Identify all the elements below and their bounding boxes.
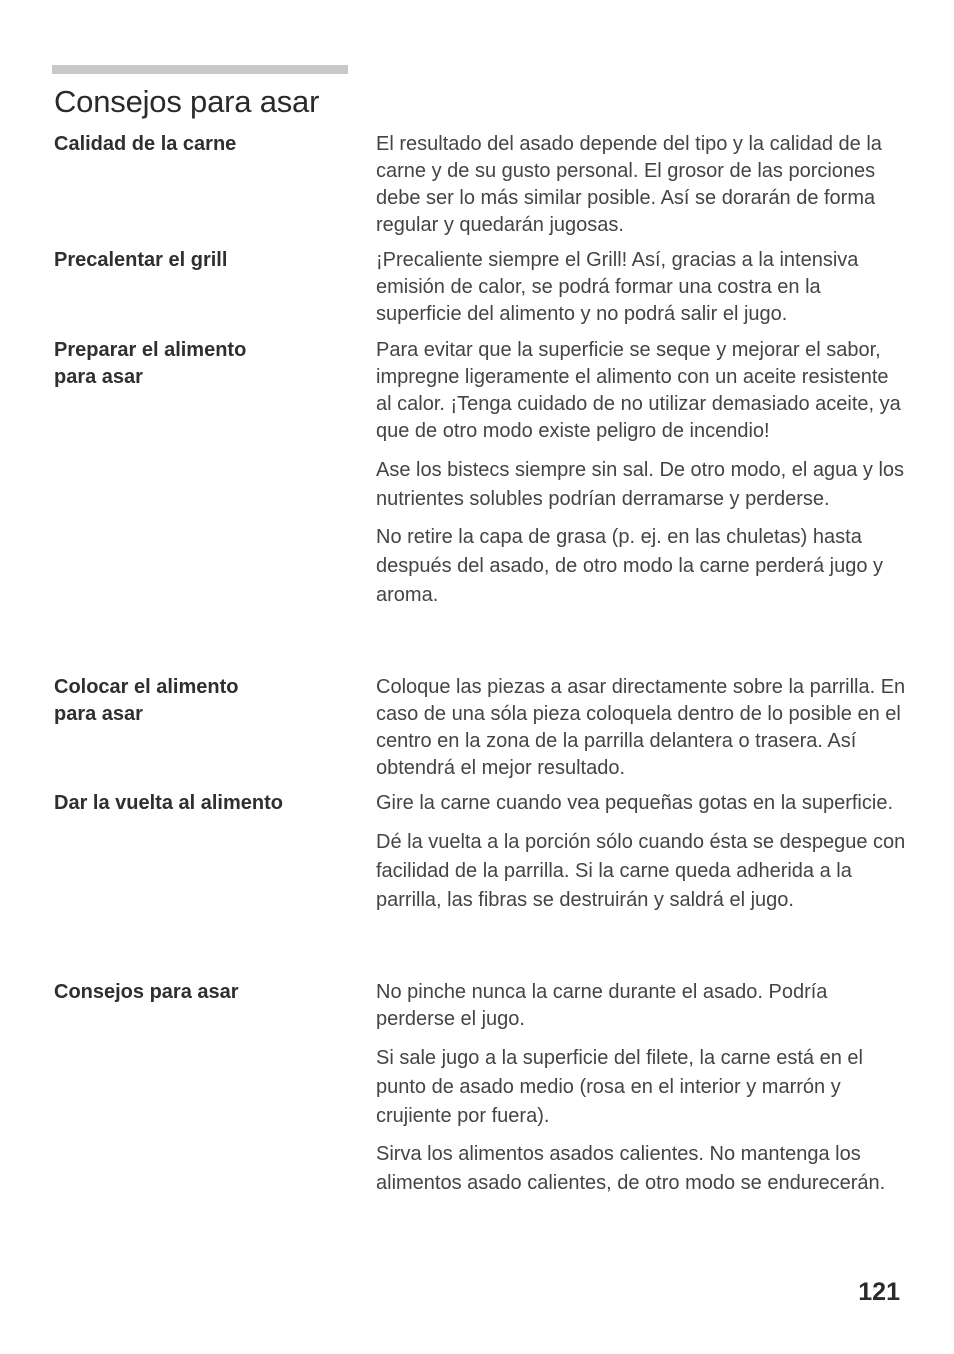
page-title: Consejos para asar [54, 84, 320, 119]
paragraph: Gire la carne cuando vea pequeñas gotas en la superficie. [376, 792, 894, 814]
section-label: Calidad de la carne [54, 133, 237, 155]
paragraph: Ase los bistecs siempre sin sal. De otro modo, el agua y los nutrientes solubles podrían derramarse y perderse. [376, 459, 905, 510]
paragraph: Si sale jugo a la superficie del filete, la carne está en el punto de asado medio (rosa en el interior y marrón y crujiente por fuera). [376, 1047, 863, 1127]
section-body [376, 337, 906, 610]
paragraph: No pinche nunca la carne durante el asado. Podría perderse el jugo. [376, 981, 828, 1030]
paragraph: El resultado del asado depende del tipo y la calidad de la carne y de su gusto personal. El grosor de las porciones debe ser lo más similar posible. Así se dorarán de forma regular y quedarán jugosas. [376, 133, 882, 236]
section-body [376, 790, 906, 915]
section-label: Precalentar el grill [54, 249, 228, 271]
page-number: 121 [858, 1278, 900, 1306]
paragraph: No retire la capa de grasa (p. ej. en las chuletas) hasta después del asado, de otro modo la carne perderá jugo y aroma. [376, 526, 884, 606]
section-body [376, 131, 906, 239]
section-body [376, 247, 906, 328]
section-label: Dar la vuelta al alimento [54, 792, 283, 814]
paragraph: ¡Precaliente siempre el Grill! Así, gracias a la intensiva emisión de calor, se podrá formar una costra en la superficie del alimento y no podrá salir el jugo. [376, 249, 859, 325]
section-label: Preparar el alimento para asar [54, 339, 247, 388]
paragraph: Dé la vuelta a la porción sólo cuando ésta se despegue con facilidad de la parrilla. Si la carne queda adherida a la parrilla, las fibras se destruirán y saldrá el jugo. [376, 831, 906, 911]
paragraph: Coloque las piezas a asar directamente sobre la parrilla. En caso de una sóla pieza coloquela dentro de lo posible en el centro en la zona de la parrilla delantera o trasera. Así obtendrá el mejor resultado. [376, 676, 906, 779]
section-label: Consejos para asar [54, 981, 239, 1003]
section-label: Colocar el alimento para asar [54, 676, 239, 725]
section-body [376, 979, 906, 1198]
header-rule [52, 65, 348, 74]
section-body [376, 674, 906, 782]
paragraph: Para evitar que la superficie se seque y mejorar el sabor, impregne ligeramente el alimento con un aceite resistente al calor. ¡Tenga cuidado de no utilizar demasiado aceite, ya que de otro modo existe peligro de incendio! [376, 339, 901, 442]
paragraph: Sirva los alimentos asados calientes. No mantenga los alimentos asado calientes, de otro modo se endurecerán. [376, 1143, 886, 1194]
